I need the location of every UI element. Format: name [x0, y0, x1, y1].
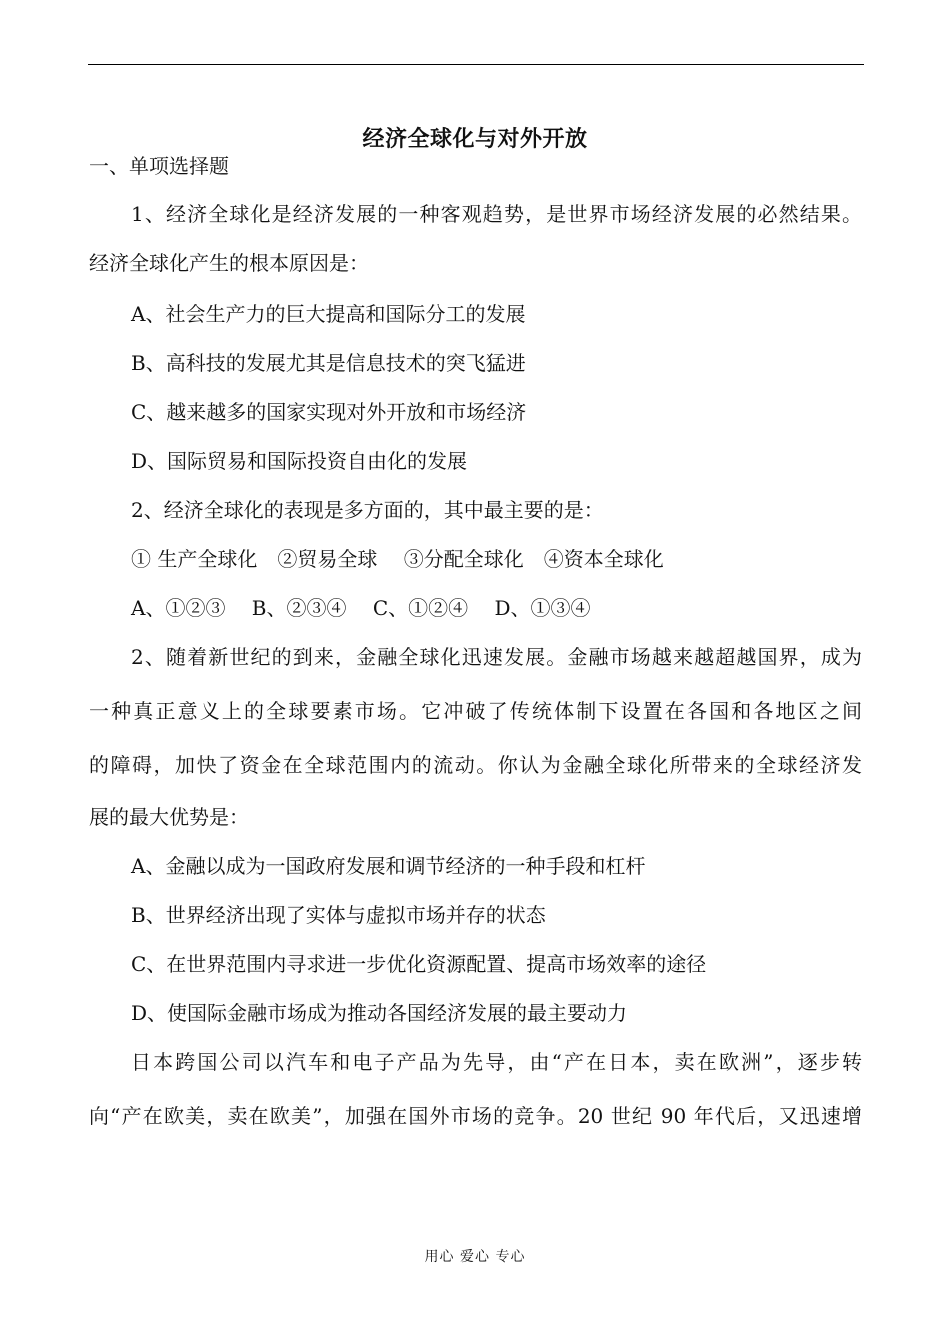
- passage-text: 日本跨国公司以汽车和电子产品为先导，由“产在日本，卖在欧洲”，逐步转: [131, 1050, 862, 1074]
- option-b: B、高科技的发展尤其是信息技术的突飞猛进: [131, 351, 526, 375]
- question-3-text-cont-3: 展的最大优势是：: [89, 805, 249, 829]
- passage-text-cont: 向“产在欧美，卖在欧美”，加强在国外市场的竞争。20 世纪 90 年代后，又迅速增: [89, 1104, 862, 1128]
- question-2-text: 2、经济全球化的表现是多方面的，其中最主要的是：: [131, 498, 604, 522]
- option-b: B、世界经济出现了实体与虚拟市场并存的状态: [131, 903, 546, 927]
- question-2-items: ① 生产全球化 ②贸易全球 ③分配全球化 ④资本全球化: [131, 547, 664, 571]
- question-2-options: A、①②③ B、②③④ C、①②④ D、①③④: [131, 596, 591, 620]
- option-d: D、国际贸易和国际投资自由化的发展: [131, 449, 468, 473]
- document-title: 经济全球化与对外开放: [362, 126, 588, 152]
- option-c: C、越来越多的国家实现对外开放和市场经济: [131, 400, 527, 424]
- question-3-text-cont-1: 一种真正意义上的全球要素市场。它冲破了传统体制下设置在各国和各地区之间: [89, 699, 862, 723]
- option-a: A、金融以成为一国政府发展和调节经济的一种手段和杠杆: [131, 854, 646, 878]
- question-3-text: 2、随着新世纪的到来，金融全球化迅速发展。金融市场越来越超越国界，成为: [131, 645, 862, 669]
- header-rule: [88, 64, 864, 65]
- question-1-text: 1、经济全球化是经济发展的一种客观趋势，是世界市场经济发展的必然结果。: [131, 202, 862, 226]
- option-c: C、在世界范围内寻求进一步优化资源配置、提高市场效率的途径: [131, 952, 707, 976]
- page-footer: 用心 爱心 专心: [424, 1249, 526, 1265]
- option-a: A、社会生产力的巨大提高和国际分工的发展: [131, 302, 526, 326]
- section-heading: 一、单项选择题: [89, 154, 229, 178]
- question-3-text-cont-2: 的障碍，加快了资金在全球范围内的流动。你认为金融全球化所带来的全球经济发: [89, 753, 862, 777]
- option-d: D、使国际金融市场成为推动各国经济发展的最主要动力: [131, 1001, 628, 1025]
- question-1-text-cont: 经济全球化产生的根本原因是：: [89, 251, 369, 275]
